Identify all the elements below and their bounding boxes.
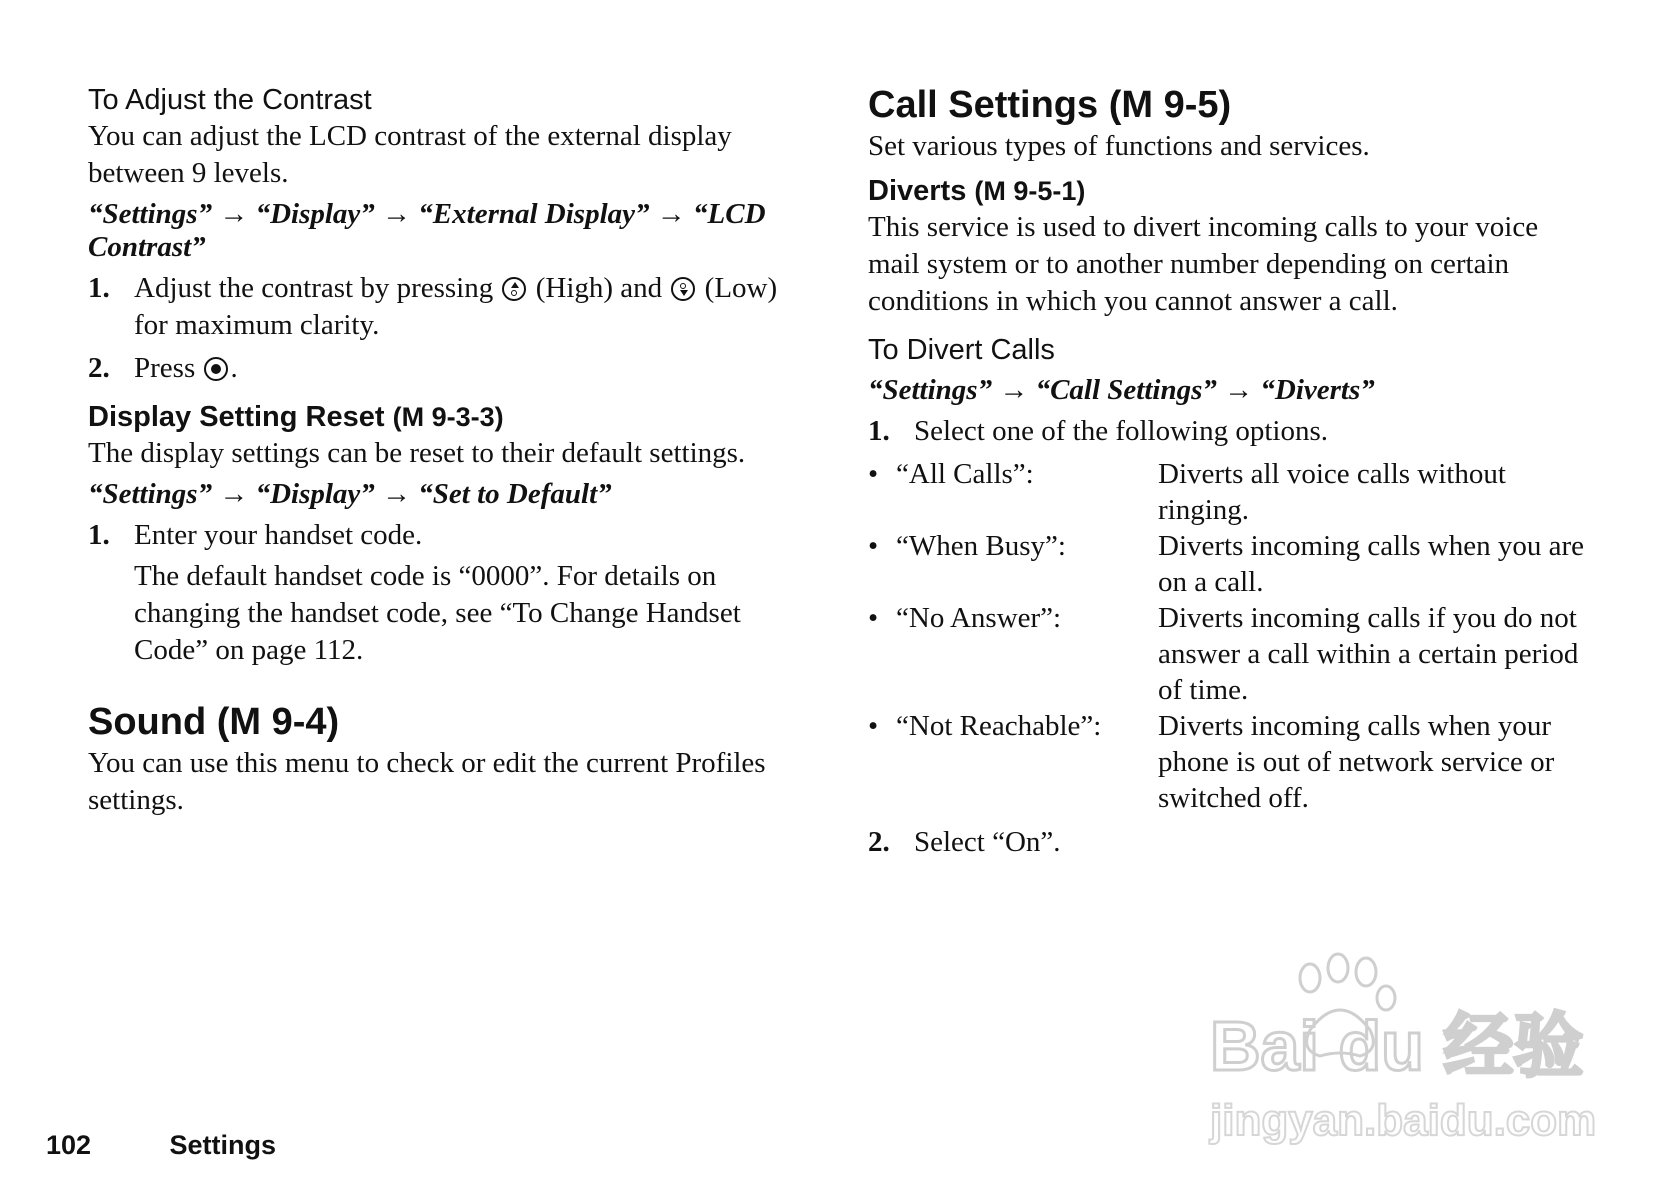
sound-body: You can use this menu to check or edit the current Profiles settings. xyxy=(88,747,766,816)
step-text-part: Adjust the contrast by pressing xyxy=(134,272,494,304)
baidu-watermark-logo xyxy=(1200,950,1600,1150)
sound-menu-number: (M 9-4) xyxy=(216,701,340,743)
contrast-step-2 xyxy=(88,350,808,387)
list-item xyxy=(868,708,1588,816)
contrast-body: You can adjust the LCD contrast of the external display between 9 levels. xyxy=(88,120,732,189)
option-name: “When Busy”: xyxy=(896,530,1066,562)
diverts-heading xyxy=(868,173,1588,209)
page-number: 102 xyxy=(46,1130,92,1160)
reset-menu-path: “Settings” → “Display” → “Set to Default” xyxy=(88,478,612,510)
sound-heading xyxy=(88,699,808,745)
step-number: 1. xyxy=(868,415,890,447)
call-settings-heading-text: Call Settings xyxy=(868,84,1099,126)
diverts-body: This service is used to divert incoming calls to your voice mail system or to another number depending on certain conditions in which you cannot answer a call. xyxy=(868,211,1539,317)
contrast-menu-path: “Settings” → “Display” → “External Display” → “LCD Contrast” xyxy=(88,198,766,263)
option-description: Diverts incoming calls when your phone is out of network service or switched off. xyxy=(1158,710,1555,814)
option-description: Diverts incoming calls if you do not answer a call within a certain period of time. xyxy=(1158,602,1579,706)
reset-heading xyxy=(88,399,808,435)
step-text-part: . xyxy=(230,352,238,384)
bullet: • xyxy=(868,602,879,634)
bullet: • xyxy=(868,458,879,490)
footer-section: Settings xyxy=(169,1130,277,1160)
step-text-part: (High) and xyxy=(535,272,663,304)
reset-body: The display settings can be reset to their default settings. xyxy=(88,437,746,469)
divert-options-list xyxy=(868,456,1588,816)
right-column xyxy=(868,82,1588,861)
page-footer xyxy=(46,1130,276,1161)
watermark-url: jingyan.baidu.com xyxy=(1210,1096,1597,1145)
step-number: 1. xyxy=(88,519,110,551)
step-number: 1. xyxy=(88,272,110,304)
list-item xyxy=(868,456,1588,528)
call-settings-menu-number: (M 9-5) xyxy=(1108,84,1232,126)
nav-up-key-icon xyxy=(502,277,526,301)
reset-heading-text: Display Setting Reset xyxy=(88,401,385,433)
watermark-brand: Bai du 经验 xyxy=(1210,1007,1584,1085)
bullet: • xyxy=(868,530,879,562)
call-settings-body: Set various types of functions and services. xyxy=(868,130,1370,162)
reset-step-1 xyxy=(88,517,808,554)
step-text: Enter your handset code. xyxy=(134,519,423,551)
step-text xyxy=(134,350,808,387)
divert-calls-menu-path: “Settings” → “Call Settings” → “Diverts” xyxy=(868,374,1375,406)
step-text: Select “On”. xyxy=(914,826,1061,858)
option-name: “Not Reachable”: xyxy=(896,710,1102,742)
step-text xyxy=(134,270,808,344)
step-text-part: Press xyxy=(134,352,196,384)
contrast-step-1 xyxy=(88,270,808,344)
step-number: 2. xyxy=(868,826,890,858)
step-number: 2. xyxy=(88,352,110,384)
option-description: Diverts all voice calls without ringing. xyxy=(1158,458,1506,526)
step-text: Select one of the following options. xyxy=(914,415,1328,447)
divert-calls-heading: To Divert Calls xyxy=(868,334,1055,366)
option-name: “All Calls”: xyxy=(896,458,1034,490)
bullet: • xyxy=(868,710,879,742)
reset-menu-number: (M 9-3-3) xyxy=(392,402,504,432)
nav-down-key-icon xyxy=(671,277,695,301)
diverts-menu-number: (M 9-5-1) xyxy=(974,176,1086,206)
reset-note: The default handset code is “0000”. For details on changing the handset code, see “To Change Handset Code” on page 112. xyxy=(134,560,741,666)
divert-step-1 xyxy=(868,413,1588,450)
option-description: Diverts incoming calls when you are on a call. xyxy=(1158,530,1585,598)
call-settings-heading xyxy=(868,82,1588,128)
step-text-part: (Low) for maximum clarity. xyxy=(134,272,778,341)
contrast-heading: To Adjust the Contrast xyxy=(88,84,372,116)
list-item xyxy=(868,528,1588,600)
divert-step-2 xyxy=(868,824,1588,861)
option-name: “No Answer”: xyxy=(896,602,1062,634)
left-column xyxy=(88,82,808,819)
diverts-heading-text: Diverts xyxy=(868,175,967,207)
center-key-icon xyxy=(204,357,228,381)
sound-heading-text: Sound xyxy=(88,701,207,743)
list-item xyxy=(868,600,1588,708)
